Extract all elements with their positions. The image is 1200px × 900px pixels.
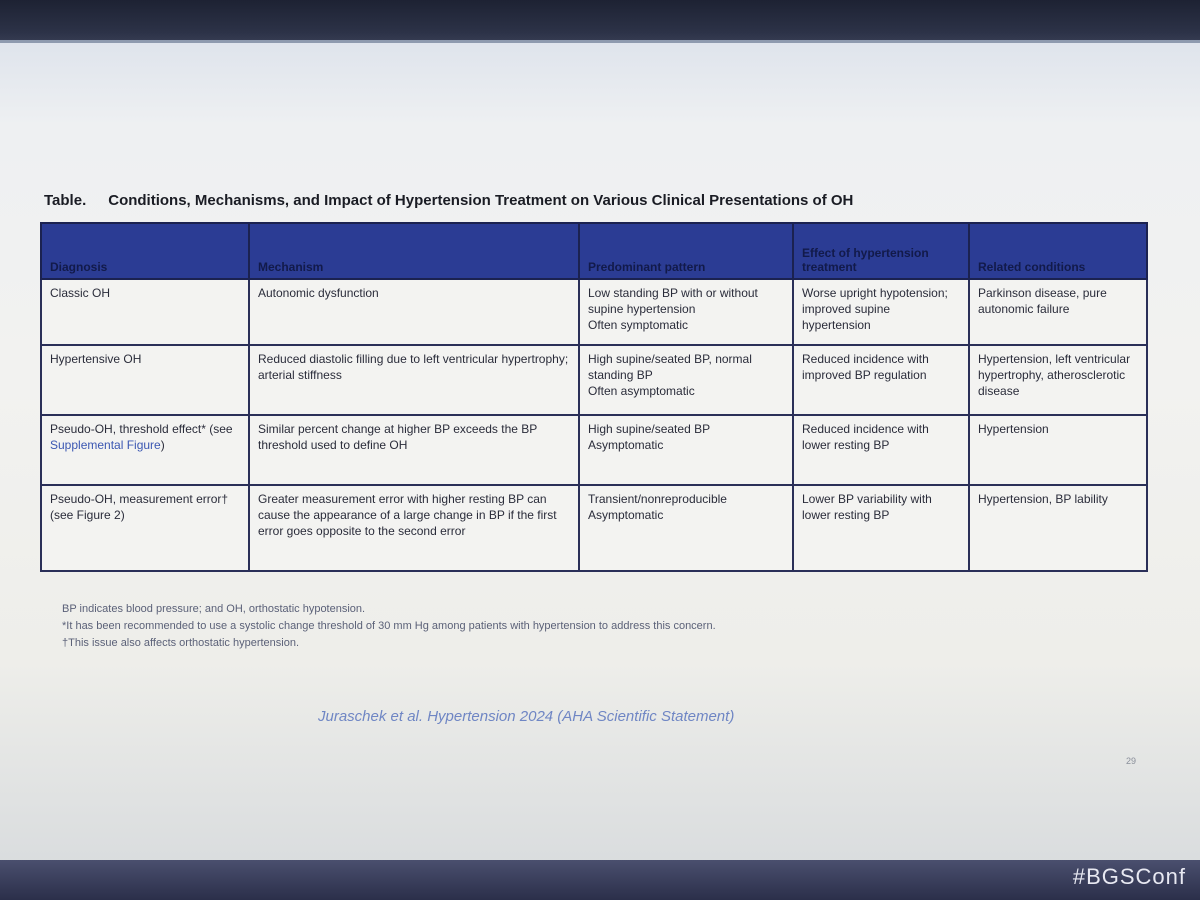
table-row bbox=[41, 279, 1147, 345]
citation: Juraschek et al. Hypertension 2024 (AHA Scientific Statement) bbox=[318, 708, 735, 725]
bottom-banner bbox=[0, 860, 1200, 900]
cell-related: Hypertension bbox=[969, 415, 1147, 485]
diagnosis-text-end: ) bbox=[160, 438, 165, 453]
conference-hashtag: #BGSConf bbox=[1072, 864, 1186, 889]
cell-diagnosis: Hypertensive OH bbox=[41, 345, 249, 415]
supplemental-figure-link[interactable]: Supplemental Figure bbox=[50, 438, 161, 453]
cell-related: Hypertension, left ventricular hypertrophy, atherosclerotic disease bbox=[969, 345, 1147, 415]
table-title-lead: Table. bbox=[44, 192, 87, 209]
cell-diagnosis: Classic OH bbox=[41, 279, 249, 345]
pattern-line: High supine/seated BP bbox=[588, 422, 711, 436]
footnote: †This issue also affects orthostatic hypertension. bbox=[62, 637, 300, 649]
cell-diagnosis: Pseudo-OH, measurement error† (see Figure 2) bbox=[41, 485, 249, 571]
oh-conditions-table bbox=[40, 222, 1148, 572]
footnote: *It has been recommended to use a systolic change threshold of 30 mm Hg among patients with hypertension to address this concern. bbox=[62, 620, 716, 632]
table-row bbox=[41, 345, 1147, 415]
table-header-row bbox=[41, 223, 1147, 279]
pattern-line: Asymptomatic bbox=[588, 508, 664, 523]
header-predominant-pattern: Predominant pattern bbox=[579, 223, 793, 279]
cell-diagnosis bbox=[41, 415, 249, 485]
pattern-line: Low standing BP with or without supine hypertension bbox=[588, 286, 758, 317]
cell-pattern bbox=[579, 415, 793, 485]
cell-related: Parkinson disease, pure autonomic failure bbox=[969, 279, 1147, 345]
header-mechanism: Mechanism bbox=[249, 223, 579, 279]
table-row bbox=[41, 485, 1147, 571]
cell-effect: Reduced incidence with improved BP regulation bbox=[793, 345, 969, 415]
pattern-line: High supine/seated BP, normal standing BP bbox=[588, 352, 752, 383]
table-footnotes bbox=[62, 601, 716, 652]
pattern-line: Often symptomatic bbox=[588, 318, 689, 333]
header-effect-of-treatment: Effect of hypertension treatment bbox=[793, 223, 969, 279]
pattern-line: Often asymptomatic bbox=[588, 384, 695, 399]
cell-pattern bbox=[579, 279, 793, 345]
cell-mechanism: Greater measurement error with higher resting BP can cause the appearance of a large change in BP if the first error goes opposite to the second error bbox=[249, 485, 579, 571]
pattern-line: Asymptomatic bbox=[588, 438, 664, 453]
table-title bbox=[44, 192, 853, 209]
cell-effect: Worse upright hypotension; improved supine hypertension bbox=[793, 279, 969, 345]
cell-effect: Lower BP variability with lower resting BP bbox=[793, 485, 969, 571]
cell-mechanism: Similar percent change at higher BP exceeds the BP threshold used to define OH bbox=[249, 415, 579, 485]
cell-effect: Reduced incidence with lower resting BP bbox=[793, 415, 969, 485]
cell-pattern bbox=[579, 485, 793, 571]
diagnosis-text: Pseudo-OH, threshold effect* (see bbox=[50, 422, 233, 436]
pattern-line: Transient/nonreproducible bbox=[588, 492, 727, 506]
cell-mechanism: Autonomic dysfunction bbox=[249, 279, 579, 345]
footnote: BP indicates blood pressure; and OH, orthostatic hypotension. bbox=[62, 603, 366, 615]
page-number: 29 bbox=[1126, 756, 1137, 766]
cell-related: Hypertension, BP lability bbox=[969, 485, 1147, 571]
header-diagnosis: Diagnosis bbox=[41, 223, 249, 279]
header-related-conditions: Related conditions bbox=[969, 223, 1147, 279]
table-title-text: Conditions, Mechanisms, and Impact of Hypertension Treatment on Various Clinical Presentations of OH bbox=[108, 192, 854, 209]
cell-mechanism: Reduced diastolic filling due to left ventricular hypertrophy; arterial stiffness bbox=[249, 345, 579, 415]
cell-pattern bbox=[579, 345, 793, 415]
table-row bbox=[41, 415, 1147, 485]
